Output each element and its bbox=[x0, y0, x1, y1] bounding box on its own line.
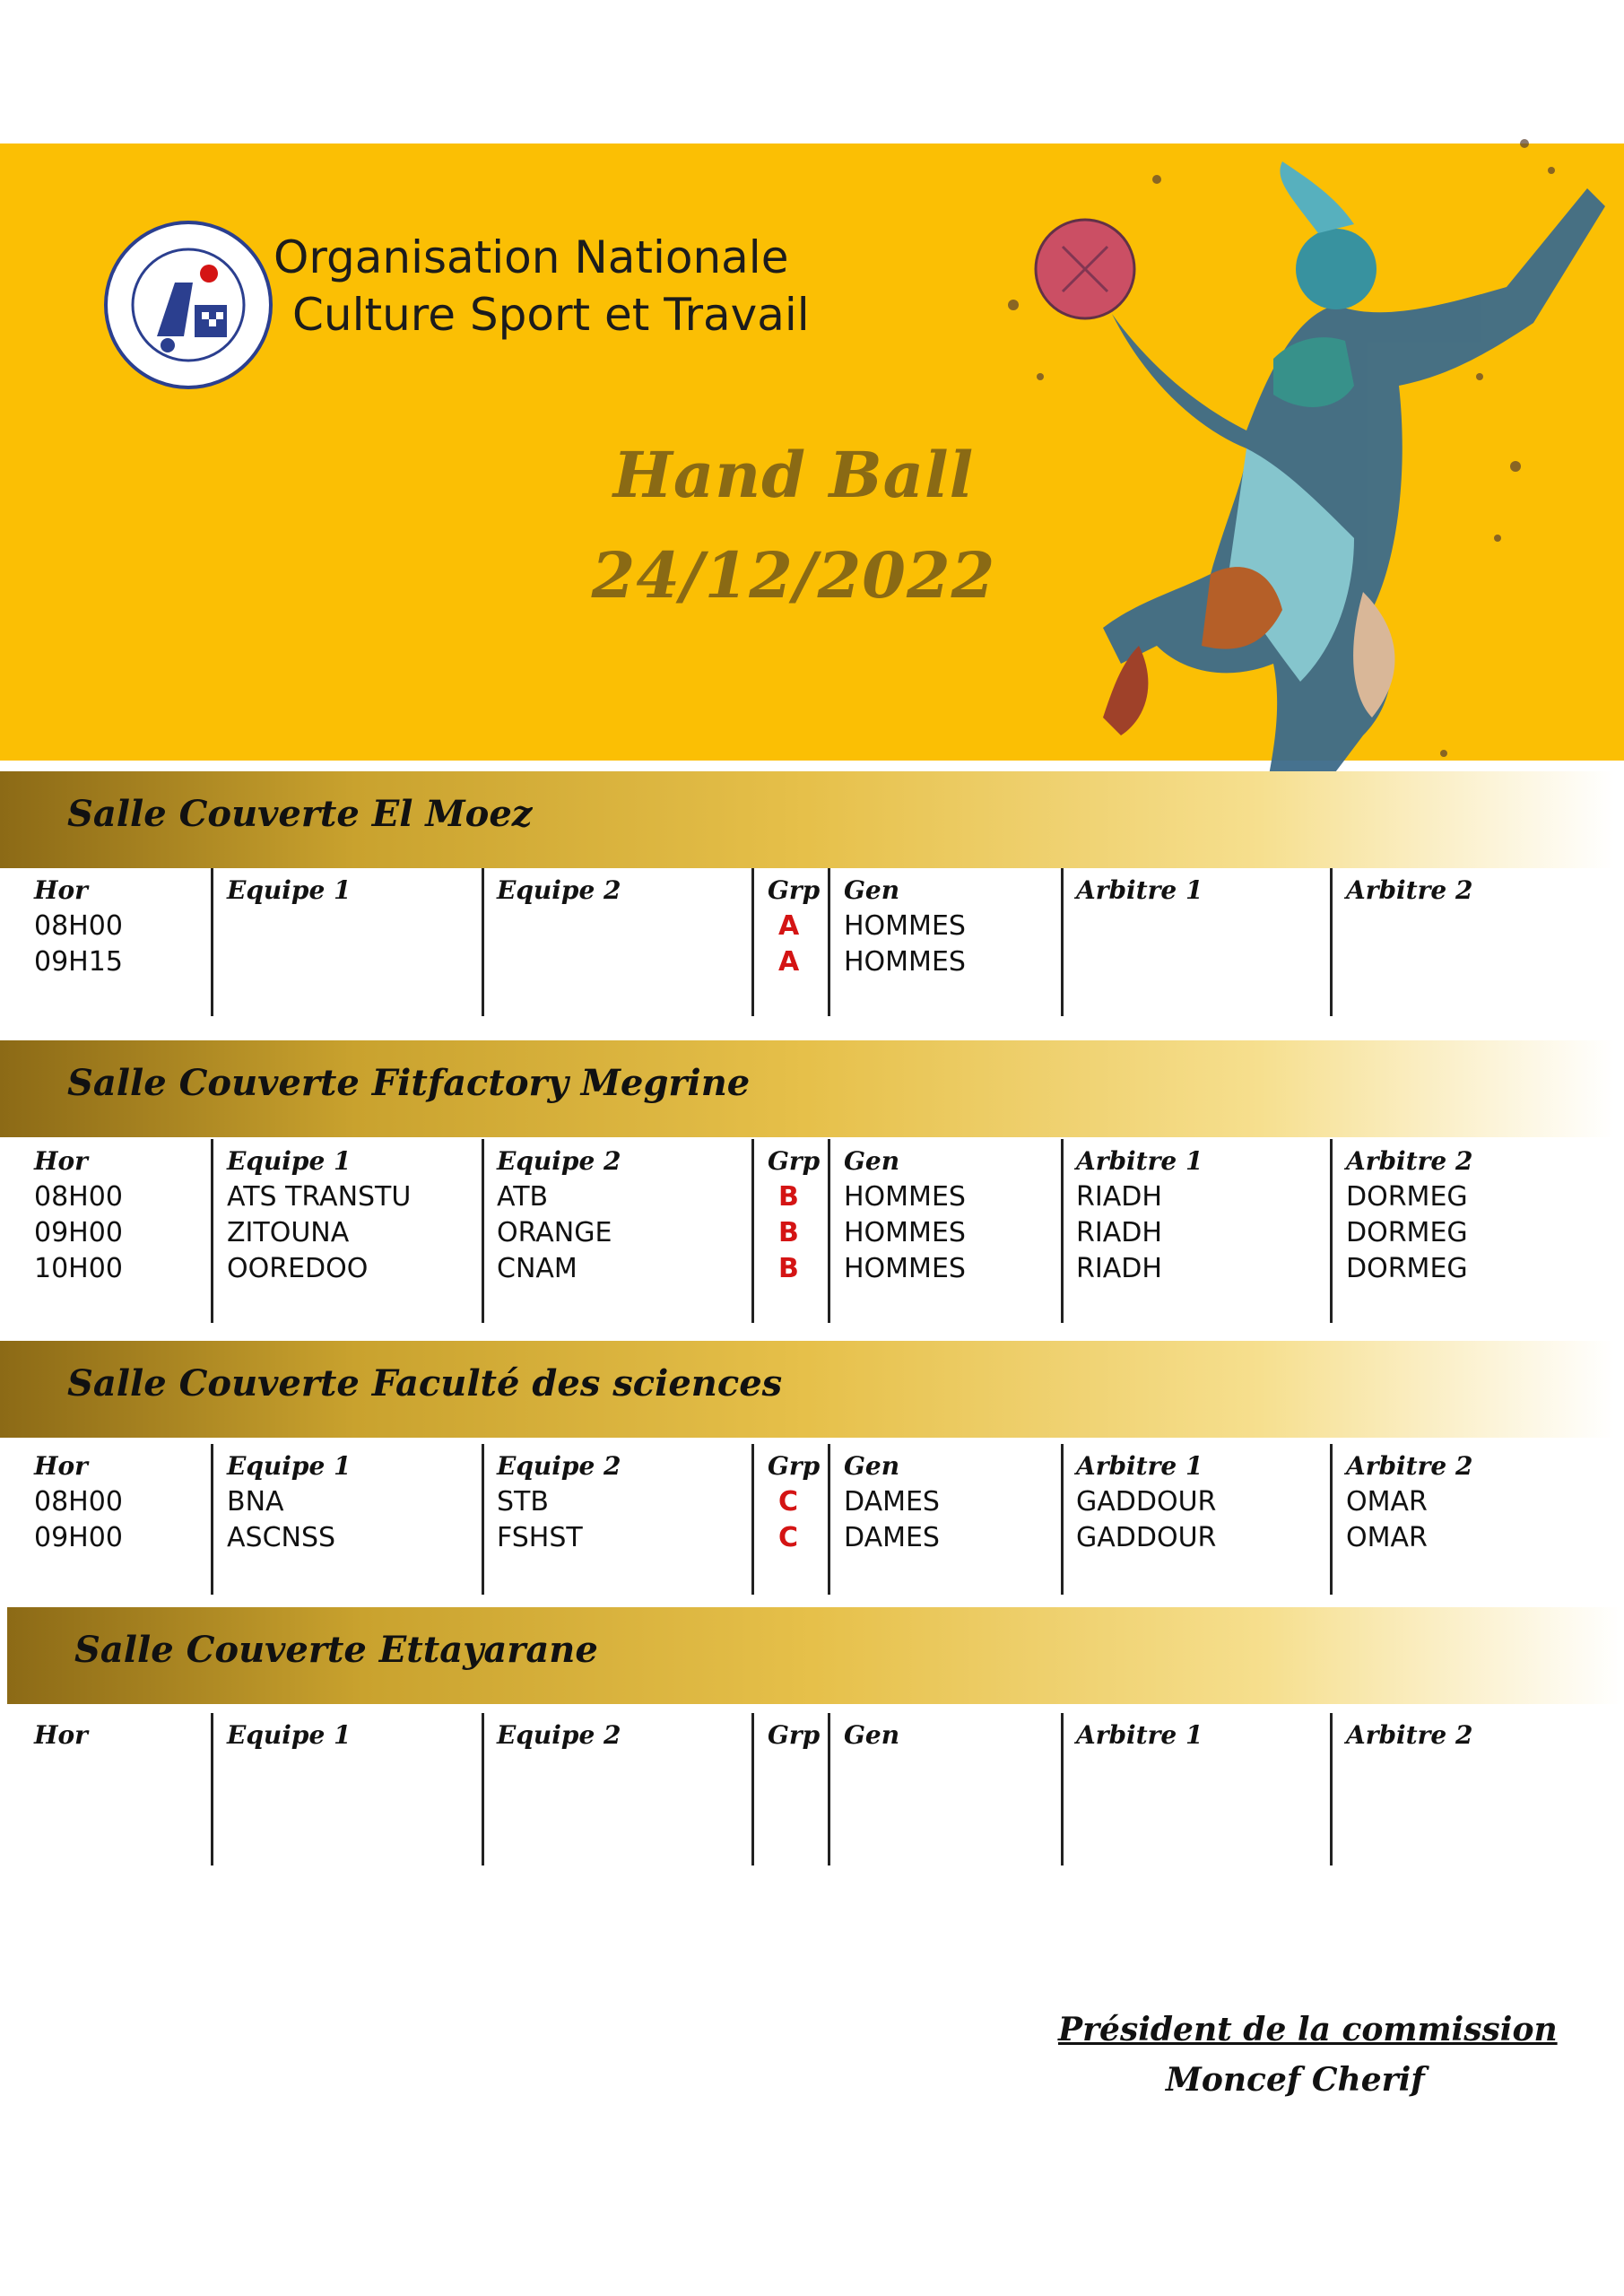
cell-arbitre1: GADDOUR bbox=[1076, 1522, 1217, 1553]
column-divider bbox=[211, 1139, 213, 1323]
column-divider bbox=[828, 1139, 830, 1323]
cell-arbitre2: DORMEG bbox=[1346, 1181, 1468, 1213]
cell-grp: B bbox=[778, 1181, 799, 1213]
column-divider bbox=[828, 1713, 830, 1866]
venue-band bbox=[0, 1341, 1614, 1438]
cell-equipe1: ZITOUNA bbox=[227, 1217, 350, 1248]
column-divider bbox=[751, 868, 754, 1016]
organisation-name-line2: Culture Sport et Travail bbox=[292, 289, 810, 341]
column-divider bbox=[482, 1444, 484, 1595]
venue-title: Salle Couverte El Moez bbox=[67, 793, 533, 835]
header-equipe1: Equipe 1 bbox=[227, 1720, 352, 1750]
column-divider bbox=[828, 1444, 830, 1595]
schedule-table bbox=[0, 1713, 1624, 1866]
header-arbitre1: Arbitre 1 bbox=[1076, 875, 1203, 905]
venue-band bbox=[0, 1040, 1614, 1137]
cell-arbitre2: OMAR bbox=[1346, 1486, 1428, 1518]
header-arbitre1: Arbitre 1 bbox=[1076, 1146, 1203, 1176]
header-hor: Hor bbox=[34, 1720, 88, 1750]
cell-equipe2: FSHST bbox=[497, 1522, 583, 1553]
cell-equipe1: ATS TRANSTU bbox=[227, 1181, 412, 1213]
header-gen: Gen bbox=[844, 875, 900, 905]
cell-arbitre2: DORMEG bbox=[1346, 1253, 1468, 1284]
cell-grp: C bbox=[778, 1486, 799, 1518]
column-divider bbox=[1061, 1444, 1064, 1595]
cell-equipe2: STB bbox=[497, 1486, 549, 1518]
column-divider bbox=[482, 868, 484, 1016]
header-hor: Hor bbox=[34, 1451, 88, 1481]
cell-arbitre2: DORMEG bbox=[1346, 1217, 1468, 1248]
venue-band bbox=[7, 1607, 1621, 1704]
cell-gen: HOMMES bbox=[844, 946, 966, 978]
column-divider bbox=[1061, 1139, 1064, 1323]
cell-arbitre1: RIADH bbox=[1076, 1217, 1162, 1248]
venue-title: Salle Couverte Fitfactory Megrine bbox=[67, 1062, 751, 1104]
cell-gen: HOMMES bbox=[844, 1217, 966, 1248]
header-equipe1: Equipe 1 bbox=[227, 1146, 352, 1176]
cell-grp: B bbox=[778, 1217, 799, 1248]
header-arbitre2: Arbitre 2 bbox=[1346, 1720, 1473, 1750]
header-equipe2: Equipe 2 bbox=[497, 875, 621, 905]
cell-hor: 08H00 bbox=[34, 1486, 123, 1518]
header-grp: Grp bbox=[768, 875, 821, 905]
cell-gen: HOMMES bbox=[844, 1181, 966, 1213]
header-grp: Grp bbox=[768, 1720, 821, 1750]
cell-equipe1: OOREDOO bbox=[227, 1253, 369, 1284]
header-gen: Gen bbox=[844, 1720, 900, 1750]
column-divider bbox=[211, 1444, 213, 1595]
column-divider bbox=[211, 1713, 213, 1866]
cell-arbitre1: RIADH bbox=[1076, 1181, 1162, 1213]
cell-grp: A bbox=[778, 910, 800, 942]
organisation-name-line1: Organisation Nationale bbox=[274, 231, 789, 283]
venue-title: Salle Couverte Faculté des sciences bbox=[67, 1362, 783, 1405]
header-arbitre1: Arbitre 1 bbox=[1076, 1720, 1203, 1750]
signature-title: Président de la commission bbox=[1058, 2011, 1558, 2048]
column-divider bbox=[1061, 1713, 1064, 1866]
cell-equipe1: BNA bbox=[227, 1486, 284, 1518]
cell-arbitre1: GADDOUR bbox=[1076, 1486, 1217, 1518]
header-equipe1: Equipe 1 bbox=[227, 1451, 352, 1481]
cell-hor: 09H15 bbox=[34, 946, 123, 978]
cell-gen: HOMMES bbox=[844, 1253, 966, 1284]
header-arbitre1: Arbitre 1 bbox=[1076, 1451, 1203, 1481]
cell-gen: DAMES bbox=[844, 1486, 940, 1518]
cell-hor: 08H00 bbox=[34, 910, 123, 942]
cell-hor: 08H00 bbox=[34, 1181, 123, 1213]
handball-player-illustration bbox=[977, 90, 1623, 861]
column-divider bbox=[1330, 1139, 1333, 1323]
cell-grp: A bbox=[778, 946, 800, 978]
cell-arbitre2: OMAR bbox=[1346, 1522, 1428, 1553]
event-title: Hand Ball bbox=[612, 438, 975, 512]
column-divider bbox=[828, 868, 830, 1016]
cell-equipe1: ASCNSS bbox=[227, 1522, 336, 1553]
column-divider bbox=[751, 1139, 754, 1323]
cell-arbitre1: RIADH bbox=[1076, 1253, 1162, 1284]
schedule-table bbox=[0, 868, 1624, 1016]
column-divider bbox=[751, 1713, 754, 1866]
header-arbitre2: Arbitre 2 bbox=[1346, 875, 1473, 905]
schedule-table bbox=[0, 1139, 1624, 1323]
column-divider bbox=[482, 1139, 484, 1323]
signature-name: Moncef Cherif bbox=[1166, 2061, 1425, 2099]
column-divider bbox=[1330, 868, 1333, 1016]
cell-gen: HOMMES bbox=[844, 910, 966, 942]
cell-hor: 09H00 bbox=[34, 1522, 123, 1553]
schedule-table bbox=[0, 1444, 1624, 1595]
header-arbitre2: Arbitre 2 bbox=[1346, 1146, 1473, 1176]
header-arbitre2: Arbitre 2 bbox=[1346, 1451, 1473, 1481]
cell-grp: B bbox=[778, 1253, 799, 1284]
cell-gen: DAMES bbox=[844, 1522, 940, 1553]
column-divider bbox=[482, 1713, 484, 1866]
cell-equipe2: ORANGE bbox=[497, 1217, 612, 1248]
header-grp: Grp bbox=[768, 1451, 821, 1481]
venue-title: Salle Couverte Ettayarane bbox=[74, 1629, 598, 1671]
column-divider bbox=[1330, 1444, 1333, 1595]
header-hor: Hor bbox=[34, 875, 88, 905]
header-equipe2: Equipe 2 bbox=[497, 1720, 621, 1750]
column-divider bbox=[1061, 868, 1064, 1016]
cell-equipe2: ATB bbox=[497, 1181, 549, 1213]
header-gen: Gen bbox=[844, 1146, 900, 1176]
venue-band bbox=[0, 771, 1614, 868]
header-grp: Grp bbox=[768, 1146, 821, 1176]
column-divider bbox=[211, 868, 213, 1016]
header-gen: Gen bbox=[844, 1451, 900, 1481]
cell-hor: 09H00 bbox=[34, 1217, 123, 1248]
column-divider bbox=[1330, 1713, 1333, 1866]
header-equipe1: Equipe 1 bbox=[227, 875, 352, 905]
cell-grp: C bbox=[778, 1522, 799, 1553]
cell-hor: 10H00 bbox=[34, 1253, 123, 1284]
header-equipe2: Equipe 2 bbox=[497, 1451, 621, 1481]
header-equipe2: Equipe 2 bbox=[497, 1146, 621, 1176]
event-date: 24/12/2022 bbox=[591, 538, 996, 613]
organisation-logo bbox=[103, 220, 274, 390]
header-hor: Hor bbox=[34, 1146, 88, 1176]
column-divider bbox=[751, 1444, 754, 1595]
cell-equipe2: CNAM bbox=[497, 1253, 578, 1284]
